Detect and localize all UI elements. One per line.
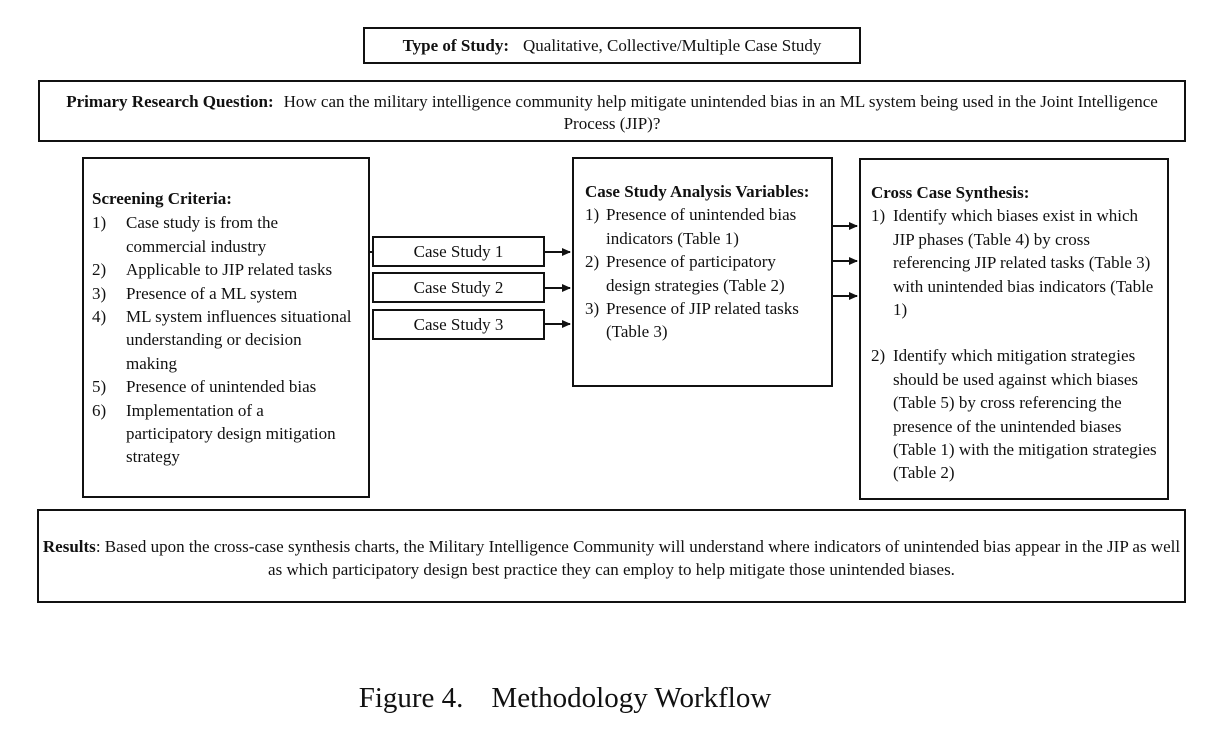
item-number: 3) (585, 299, 600, 319)
item-text: Presence of JIP related tasks (Table 3) (606, 299, 799, 342)
item-number: 1) (585, 205, 600, 225)
cross-case-synthesis-title: Cross Case Synthesis: (871, 183, 1030, 202)
item-number: 5) (92, 377, 107, 397)
analysis-variables-title: Case Study Analysis Variables: (585, 182, 810, 201)
item-number: 4) (92, 307, 107, 327)
case-study-3-box: Case Study 3 (372, 309, 545, 340)
screening-criteria-title: Screening Criteria: (92, 189, 232, 208)
list-item (92, 282, 368, 305)
figure-caption (0, 682, 1130, 715)
item-text: Presence of participatory design strategies (Table 2) (606, 252, 785, 295)
item-text: ML system influences situational understanding or decision making (126, 307, 352, 373)
research-question-text: How can the military intelligence community help mitigate unintended bias in an ML system being used in the Joint Intelligence Process (JIP)? (283, 92, 1158, 133)
case-study-1-box: Case Study 1 (372, 236, 545, 267)
list-item (92, 399, 368, 469)
results-text: : Based upon the cross-case synthesis charts, the Military Intelligence Community will understand where indicators of unintended bias appear in the JIP as well as which participatory design best practice they can employ to help mitigate those unintended biases. (95, 537, 1181, 579)
analysis-variables-list (585, 203, 831, 343)
figure-number: Figure 4. (358, 682, 464, 714)
item-text: Applicable to JIP related tasks (126, 260, 333, 280)
screening-criteria-list (92, 211, 368, 468)
case-study-2-box: Case Study 2 (372, 272, 545, 303)
list-item (871, 204, 1167, 321)
list-item (92, 375, 368, 398)
research-question-label: Primary Research Question: (66, 92, 274, 111)
type-of-study-label: Type of Study: (402, 35, 510, 55)
research-question-box (38, 80, 1186, 142)
item-text: Presence of unintended bias (126, 377, 317, 397)
item-text: Implementation of a participatory design mitigation strategy (126, 400, 336, 467)
item-number: 3) (92, 283, 107, 303)
item-number: 6) (92, 400, 107, 420)
item-text: Case study is from the commercial industry (126, 213, 279, 256)
item-text: Identify which mitigation strategies should be used against which biases (Table 5) by cross referencing the presence of the unintended biases (Table 1) with the mitigation strategies (Table 2) (893, 346, 1157, 483)
list-item (871, 344, 1167, 484)
item-text: Presence of a ML system (126, 283, 298, 303)
list-item (585, 203, 831, 250)
list-item (585, 250, 831, 297)
item-number: 2) (92, 260, 107, 280)
figure-title: Methodology Workflow (491, 682, 772, 714)
item-number: 2) (585, 252, 600, 272)
cross-case-synthesis-box (859, 158, 1169, 500)
item-number: 1) (871, 206, 886, 226)
item-number: 1) (92, 213, 107, 233)
results-label: Results (42, 537, 96, 556)
analysis-variables-box (572, 157, 833, 387)
list-item (92, 305, 368, 375)
list-item (92, 211, 368, 258)
item-number: 2) (871, 346, 886, 366)
screening-criteria-box (82, 157, 370, 498)
list-item (92, 258, 368, 281)
item-text: Identify which biases exist in which JIP phases (Table 4) by cross referencing JIP related tasks (Table 3) with unintended bias indicators (Table 1) (893, 206, 1154, 320)
cross-case-synthesis-list (871, 204, 1167, 484)
list-item (585, 297, 831, 344)
results-box (37, 509, 1186, 603)
type-of-study-value: Qualitative, Collective/Multiple Case Study (523, 35, 822, 55)
item-text: Presence of unintended bias indicators (Table 1) (606, 205, 797, 248)
type-of-study-box (363, 27, 861, 64)
